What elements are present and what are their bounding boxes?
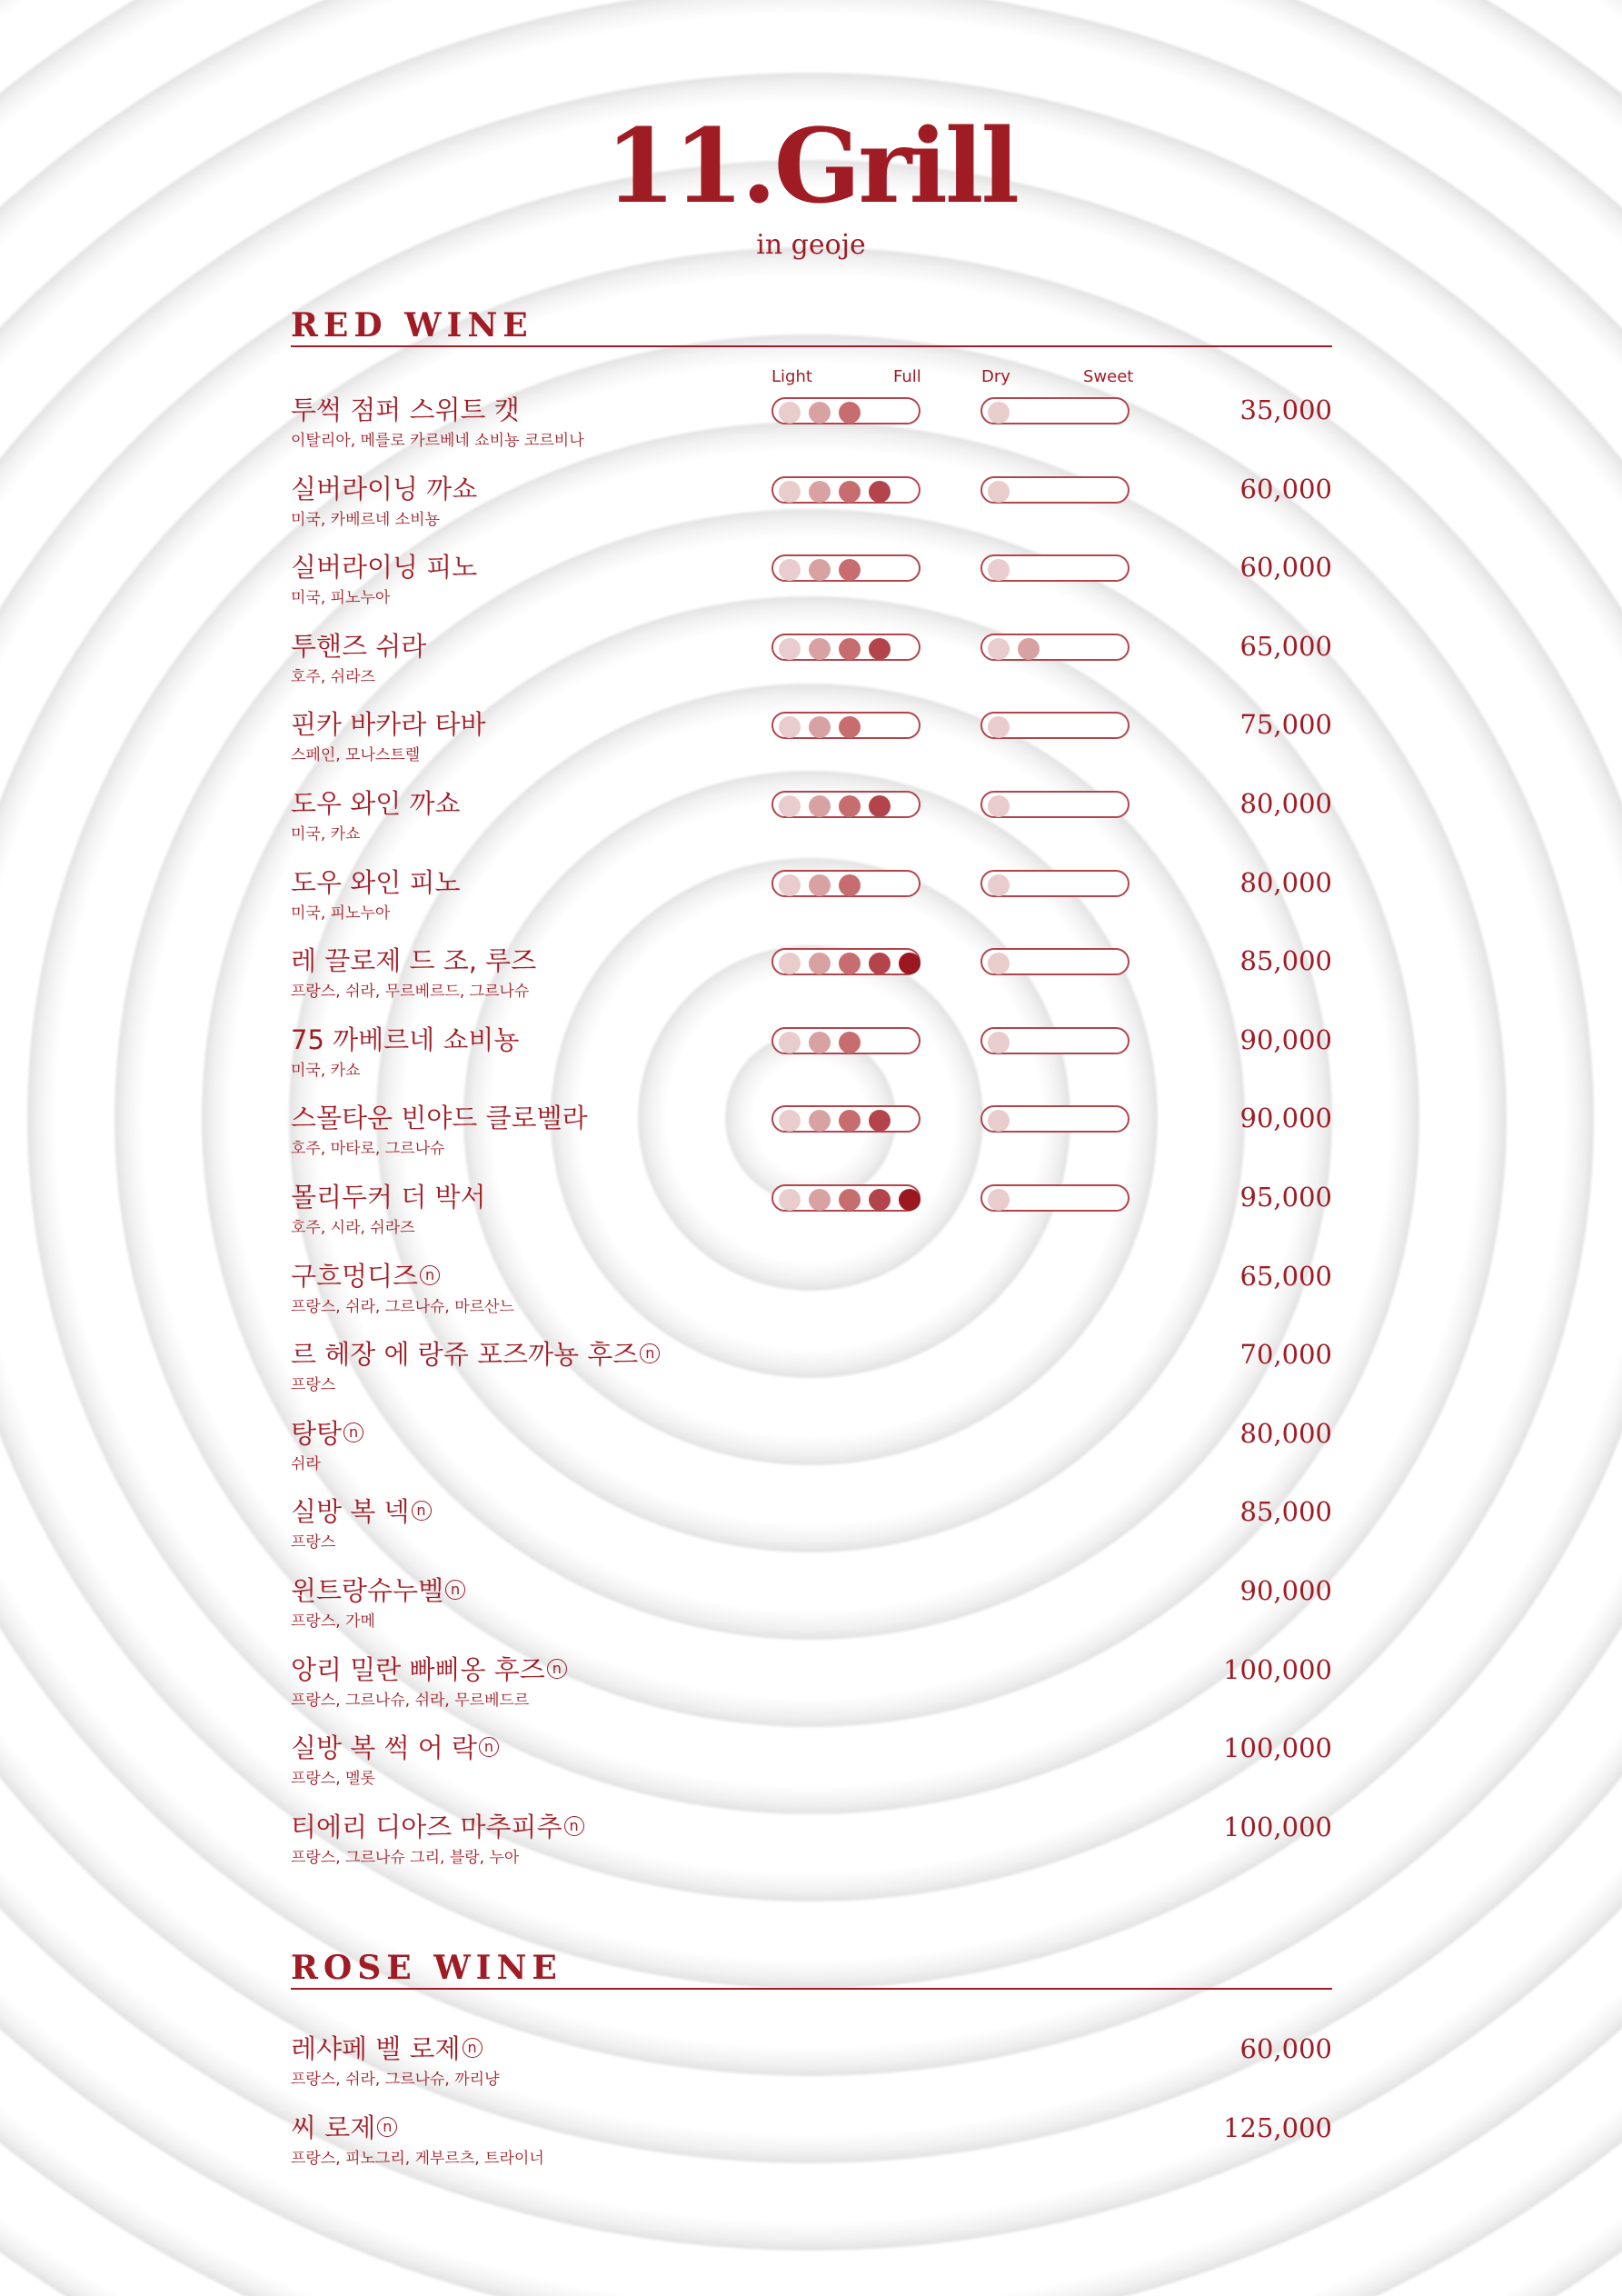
natural-wine-badge: n <box>445 1580 465 1600</box>
body-dot <box>869 638 891 660</box>
wine-item <box>0 2032 1622 2111</box>
wine-price: 60,000 <box>1239 473 1332 504</box>
sweetness-meter <box>980 554 1129 582</box>
wine-price: 85,000 <box>1239 1496 1332 1528</box>
sweetness-dot <box>988 1189 1010 1211</box>
body-dot <box>869 1189 891 1211</box>
body-meter <box>771 634 920 661</box>
body-dot <box>809 481 831 503</box>
wine-item <box>0 1260 1622 1338</box>
wine-name-text: 몰리두커 더 박서 <box>291 1182 486 1213</box>
wine-origin-grapes: 호주, 시라, 쉬라즈 <box>291 1219 415 1237</box>
body-dot <box>899 1189 920 1211</box>
wine-price: 100,000 <box>1223 1732 1332 1764</box>
wine-name <box>291 394 520 426</box>
wine-price: 65,000 <box>1239 1260 1332 1292</box>
sweetness-dot <box>988 874 1010 896</box>
body-dot <box>839 402 861 424</box>
sweetness-dot <box>988 795 1010 817</box>
wine-price: 70,000 <box>1239 1339 1332 1371</box>
body-meter <box>771 1105 920 1133</box>
wine-name <box>291 1574 465 1607</box>
wine-item <box>0 1574 1622 1652</box>
natural-wine-badge: n <box>463 2038 483 2058</box>
body-meter <box>771 870 920 897</box>
wine-name <box>291 551 477 584</box>
wine-origin-grapes: 미국, 피노누아 <box>291 903 391 923</box>
wine-item <box>0 1811 1622 1889</box>
wine-price: 90,000 <box>1239 1575 1332 1606</box>
sweetness-dot <box>1018 638 1040 660</box>
rose-wine-divider <box>291 1988 1332 1990</box>
wine-price: 90,000 <box>1239 1103 1332 1134</box>
wine-item <box>0 2111 1622 2190</box>
sweetness-meter <box>980 791 1129 818</box>
wine-name <box>291 1417 363 1450</box>
body-dot <box>809 795 831 817</box>
brand-location: in geoje <box>756 229 866 261</box>
scale-label-sweet: Sweet <box>1083 367 1134 386</box>
body-dot <box>809 638 831 660</box>
sweetness-dot <box>988 402 1010 424</box>
body-dot <box>839 559 861 581</box>
natural-wine-badge: n <box>412 1501 432 1521</box>
wine-name <box>291 1338 660 1371</box>
sweetness-meter <box>980 1105 1129 1133</box>
body-dot <box>899 953 920 974</box>
sweetness-meter <box>980 476 1129 504</box>
wine-origin-grapes: 쉬라 <box>291 1454 321 1473</box>
natural-wine-badge: n <box>420 1265 440 1285</box>
wine-origin-grapes: 스페인, 모나스트렐 <box>291 746 421 765</box>
wine-name-text: 르 헤장 에 랑쥬 포즈까뇽 후즈 <box>291 1339 639 1371</box>
wine-price: 35,000 <box>1239 394 1332 425</box>
sweetness-dot <box>988 559 1010 581</box>
body-dot <box>839 1032 861 1053</box>
wine-price: 100,000 <box>1223 1653 1332 1685</box>
wine-origin-grapes: 프랑스, 그르나슈, 쉬라, 무르베드르 <box>291 1691 530 1710</box>
body-dot <box>779 559 801 581</box>
wine-name-text: 앙리 밀란 빠삐옹 후즈 <box>291 1653 545 1685</box>
body-meter <box>771 1184 920 1212</box>
wine-price: 65,000 <box>1239 630 1332 662</box>
wine-name-text: 씨 로제 <box>291 2112 376 2143</box>
wine-item <box>0 1732 1622 1810</box>
wine-name <box>291 1181 486 1213</box>
wine-name <box>291 1732 499 1764</box>
body-dot <box>839 481 861 503</box>
sweetness-dot <box>988 953 1010 974</box>
wine-name-text: 실방 복 썩 어 락 <box>291 1732 477 1764</box>
wine-price: 80,000 <box>1239 866 1332 898</box>
wine-item <box>0 630 1622 708</box>
sweetness-dot <box>988 638 1010 660</box>
wine-name-text: 구흐멍디즈 <box>291 1260 419 1292</box>
body-dot <box>869 953 891 974</box>
wine-name-text: 실방 복 넥 <box>291 1496 410 1528</box>
body-dot <box>809 559 831 581</box>
wine-origin-grapes: 프랑스, 쉬라, 무르베르드, 그르나슈 <box>291 983 530 1002</box>
wine-name <box>291 2111 397 2144</box>
wine-origin-grapes: 프랑스, 피노그리, 게부르츠, 트라이너 <box>291 2150 544 2168</box>
body-meter <box>771 791 920 818</box>
wine-name <box>291 1260 440 1293</box>
scale-label-full: Full <box>893 367 921 386</box>
natural-wine-badge: n <box>479 1737 499 1757</box>
wine-name-text: 도우 와인 피노 <box>291 866 461 898</box>
brand-title: 11.Grill <box>604 107 1018 226</box>
wine-name-text: 실버라이닝 까쇼 <box>291 473 478 504</box>
sweetness-meter <box>980 1184 1129 1212</box>
body-dot <box>779 1110 801 1132</box>
sweetness-meter <box>980 870 1129 897</box>
body-dot <box>809 402 831 424</box>
wine-name <box>291 1495 432 1528</box>
sweetness-meter <box>980 1027 1129 1054</box>
wine-item <box>0 787 1622 865</box>
wine-name <box>291 944 536 977</box>
body-dot <box>809 874 831 896</box>
body-dot <box>779 402 801 424</box>
wine-item <box>0 1181 1622 1259</box>
sweetness-meter <box>980 397 1129 424</box>
wine-origin-grapes: 프랑스 <box>291 1376 336 1395</box>
body-dot <box>809 1110 831 1132</box>
wine-item <box>0 866 1622 944</box>
wine-origin-grapes: 호주, 쉬라즈 <box>291 667 375 686</box>
scale-label-light: Light <box>771 367 812 386</box>
body-dot <box>839 716 861 738</box>
body-dot <box>809 716 831 738</box>
wine-name-text: 티에리 디아즈 마추피추 <box>291 1811 562 1842</box>
wine-name-text: 도우 와인 까쇼 <box>291 788 461 819</box>
body-meter <box>771 948 920 975</box>
wine-item <box>0 1338 1622 1416</box>
wine-name-text: 투핸즈 쉬라 <box>291 630 427 662</box>
wine-item <box>0 394 1622 472</box>
body-dot <box>779 795 801 817</box>
wine-name <box>291 1811 584 1843</box>
wine-name <box>291 708 486 741</box>
wine-item <box>0 1023 1622 1102</box>
red-wine-title: RED WINE <box>291 306 533 344</box>
body-meter <box>771 554 920 582</box>
body-dot <box>779 1032 801 1053</box>
wine-origin-grapes: 미국, 카베르네 소비뇽 <box>291 510 441 529</box>
wine-origin-grapes: 프랑스 <box>291 1533 336 1552</box>
body-dot <box>839 795 861 817</box>
sweetness-dot <box>988 1032 1010 1053</box>
wine-name <box>291 473 477 505</box>
natural-wine-badge: n <box>547 1659 567 1679</box>
wine-name-text: 투썩 점퍼 스위트 캣 <box>291 394 520 425</box>
wine-name-text: 탕탕 <box>291 1417 343 1449</box>
wine-origin-grapes: 프랑스, 멜롯 <box>291 1770 375 1789</box>
wine-name <box>291 787 461 820</box>
body-dot <box>779 481 801 503</box>
wine-item <box>0 1417 1622 1495</box>
wine-price: 100,000 <box>1223 1811 1332 1842</box>
body-meter <box>771 397 920 424</box>
wine-price: 60,000 <box>1239 552 1332 584</box>
natural-wine-badge: n <box>640 1343 660 1363</box>
body-dot <box>869 1110 891 1132</box>
wine-price: 80,000 <box>1239 788 1332 819</box>
body-dot <box>779 1189 801 1211</box>
wine-item <box>0 473 1622 551</box>
wine-origin-grapes: 프랑스, 그르나슈 그리, 블랑, 누아 <box>291 1848 520 1867</box>
natural-wine-badge: n <box>343 1423 363 1442</box>
body-dot <box>809 953 831 974</box>
wine-price: 80,000 <box>1239 1417 1332 1449</box>
sweetness-dot <box>988 716 1010 738</box>
natural-wine-badge: n <box>377 2117 397 2137</box>
wine-origin-grapes: 미국, 카쇼 <box>291 825 361 844</box>
wine-name <box>291 866 461 899</box>
sweetness-meter <box>980 634 1129 661</box>
sweetness-meter <box>980 948 1129 975</box>
wine-origin-grapes: 프랑스, 가메 <box>291 1612 375 1631</box>
body-dot <box>839 638 861 660</box>
wine-origin-grapes: 미국, 피노누아 <box>291 589 391 608</box>
body-dot <box>869 481 891 503</box>
sweetness-dot <box>988 481 1010 503</box>
wine-price: 60,000 <box>1239 2033 1332 2064</box>
wine-origin-grapes: 프랑스, 쉬라, 그르나슈, 까리냥 <box>291 2071 500 2089</box>
sweetness-meter <box>980 712 1129 739</box>
wine-item <box>0 551 1622 629</box>
wine-item <box>0 708 1622 786</box>
body-meter <box>771 712 920 739</box>
natural-wine-badge: n <box>564 1816 584 1836</box>
wine-name-text: 핀카 바카라 타바 <box>291 709 486 741</box>
body-dot <box>839 1189 861 1211</box>
body-dot <box>809 1189 831 1211</box>
wine-origin-grapes: 호주, 마타로, 그르나슈 <box>291 1140 445 1159</box>
wine-name <box>291 1102 588 1134</box>
wine-name-text: 윈트랑슈누벨 <box>291 1575 444 1606</box>
body-dot <box>839 874 861 896</box>
body-dot <box>839 953 861 974</box>
wine-price: 95,000 <box>1239 1182 1332 1213</box>
wine-name-text: 75 까베르네 쇼비뇽 <box>291 1023 520 1055</box>
sweetness-dot <box>988 1110 1010 1132</box>
body-dot <box>779 638 801 660</box>
wine-name <box>291 1653 567 1686</box>
body-dot <box>779 874 801 896</box>
body-dot <box>809 1032 831 1053</box>
wine-price: 125,000 <box>1223 2112 1332 2143</box>
wine-origin-grapes: 미국, 카쇼 <box>291 1061 361 1080</box>
wine-item <box>0 1653 1622 1732</box>
wine-name-text: 레샤페 벨 로제 <box>291 2033 461 2064</box>
body-dot <box>839 1110 861 1132</box>
wine-price: 75,000 <box>1239 709 1332 741</box>
body-dot <box>779 716 801 738</box>
wine-origin-grapes: 이탈리아, 메를로 카르베네 쇼비뇽 코르비나 <box>291 432 584 450</box>
wine-price: 90,000 <box>1239 1023 1332 1055</box>
scale-label-dry: Dry <box>981 367 1010 386</box>
wine-name <box>291 630 426 663</box>
body-dot <box>869 795 891 817</box>
body-meter <box>771 476 920 504</box>
wine-name <box>291 1023 519 1056</box>
wine-item <box>0 1102 1622 1180</box>
wine-name-text: 스몰타운 빈야드 클로벨라 <box>291 1103 588 1134</box>
wine-item <box>0 944 1622 1023</box>
wine-name <box>291 2032 483 2065</box>
wine-price: 85,000 <box>1239 945 1332 977</box>
rose-wine-title: ROSE WINE <box>291 1949 562 1987</box>
wine-name-text: 실버라이닝 피노 <box>291 552 478 584</box>
wine-name-text: 레 끌로제 드 조, 루즈 <box>291 945 537 977</box>
body-dot <box>779 953 801 974</box>
wine-item <box>0 1495 1622 1573</box>
red-wine-divider <box>291 345 1332 347</box>
body-meter <box>771 1027 920 1054</box>
wine-origin-grapes: 프랑스, 쉬라, 그르나슈, 마르산느 <box>291 1297 514 1316</box>
